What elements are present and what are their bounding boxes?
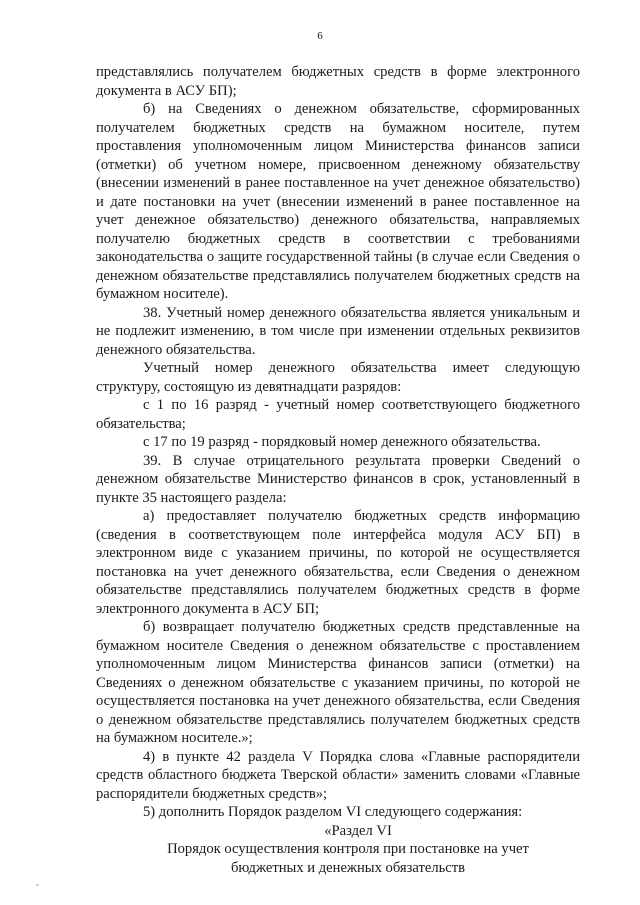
paragraph-39: 39. В случае отрицательного результата проверки Сведений о денежном обязательстве Министерство финансов в срок, установленный в пункте 35 настоящего раздела: — [96, 452, 580, 506]
section-title-line-2: бюджетных и денежных обязательств — [230, 859, 466, 876]
paragraph-amendment-5: 5) дополнить Порядок разделом VI следующего содержания: — [143, 804, 523, 820]
scan-mark — [36, 884, 39, 886]
document-text — [96, 63, 580, 877]
paragraph-39-b: б) возвращает получателю бюджетных средств представленные на бумажном носителе Сведения о денежном обязательстве с проставлением уполномоченным лицом Министерства финансов записи (отметки) на Сведениях о денежном обязательстве с указанием причины, по которой не осуществляется постановка на учет денежного обязательства, если Сведения о денежном обязательстве представлялись получателем бюджетных средств на бумажном носителе.»; — [96, 619, 580, 746]
paragraph-amendment-4: 4) в пункте 42 раздела V Порядка слова «Главные распорядители средств областного бюджета Тверской области» заменить словами «Главные распорядители бюджетных средств»; — [96, 748, 580, 802]
paragraph-38: 38. Учетный номер денежного обязательства является уникальным и не подлежит изменению, в том числе при изменении отдельных реквизитов денежного обязательства. — [96, 304, 580, 358]
section-title — [96, 840, 580, 877]
section-title-line-1: Порядок осуществления контроля при постановке на учет — [167, 841, 529, 857]
paragraph-continuation: представлялись получателем бюджетных средств в форме электронного документа в АСУ БП); — [96, 64, 580, 99]
paragraph-39-a: а) предоставляет получателю бюджетных средств информацию (сведения в соответствующем поле интерфейса модуля АСУ БП) в электронном виде с указанием причины, по которой не осуществляется постановка на учет денежного обязательства, если Сведения о денежном обязательстве представлялись получателем бюджетных средств в форме электронного документа в АСУ БП; — [96, 508, 580, 617]
paragraph-item-b: б) на Сведениях о денежном обязательстве, сформированных получателем бюджетных средств на бумажном носителе, путем проставления уполномоченным лицом Министерства финансов записи (отметки) об учетном номере, присвоенном денежному обязательству (внесении изменений в ранее поставленное на учет денежное обязательство) и дате постановки на учет (внесении изменений в ранее поставленное на учет денежное обязательство) денежного обязательства, направляемых получателю бюджетных средств в соответствии с требованиями законодательства о защите государственной тайны (в случае если Сведения о денежном обязательстве представлялись получателем бюджетных средств на бумажном носителе). — [96, 101, 580, 302]
paragraph-digits-17-19: с 17 по 19 разряд - порядковый номер денежного обязательства. — [143, 434, 541, 450]
paragraph-digits-1-16: с 1 по 16 разряд - учетный номер соответствующего бюджетного обязательства; — [96, 397, 580, 432]
section-number: «Раздел VI — [324, 822, 392, 839]
paragraph-structure: Учетный номер денежного обязательства имеет следующую структуру, состоящую из девятнадцати разрядов: — [96, 360, 580, 395]
page-number: 6 — [317, 30, 323, 42]
